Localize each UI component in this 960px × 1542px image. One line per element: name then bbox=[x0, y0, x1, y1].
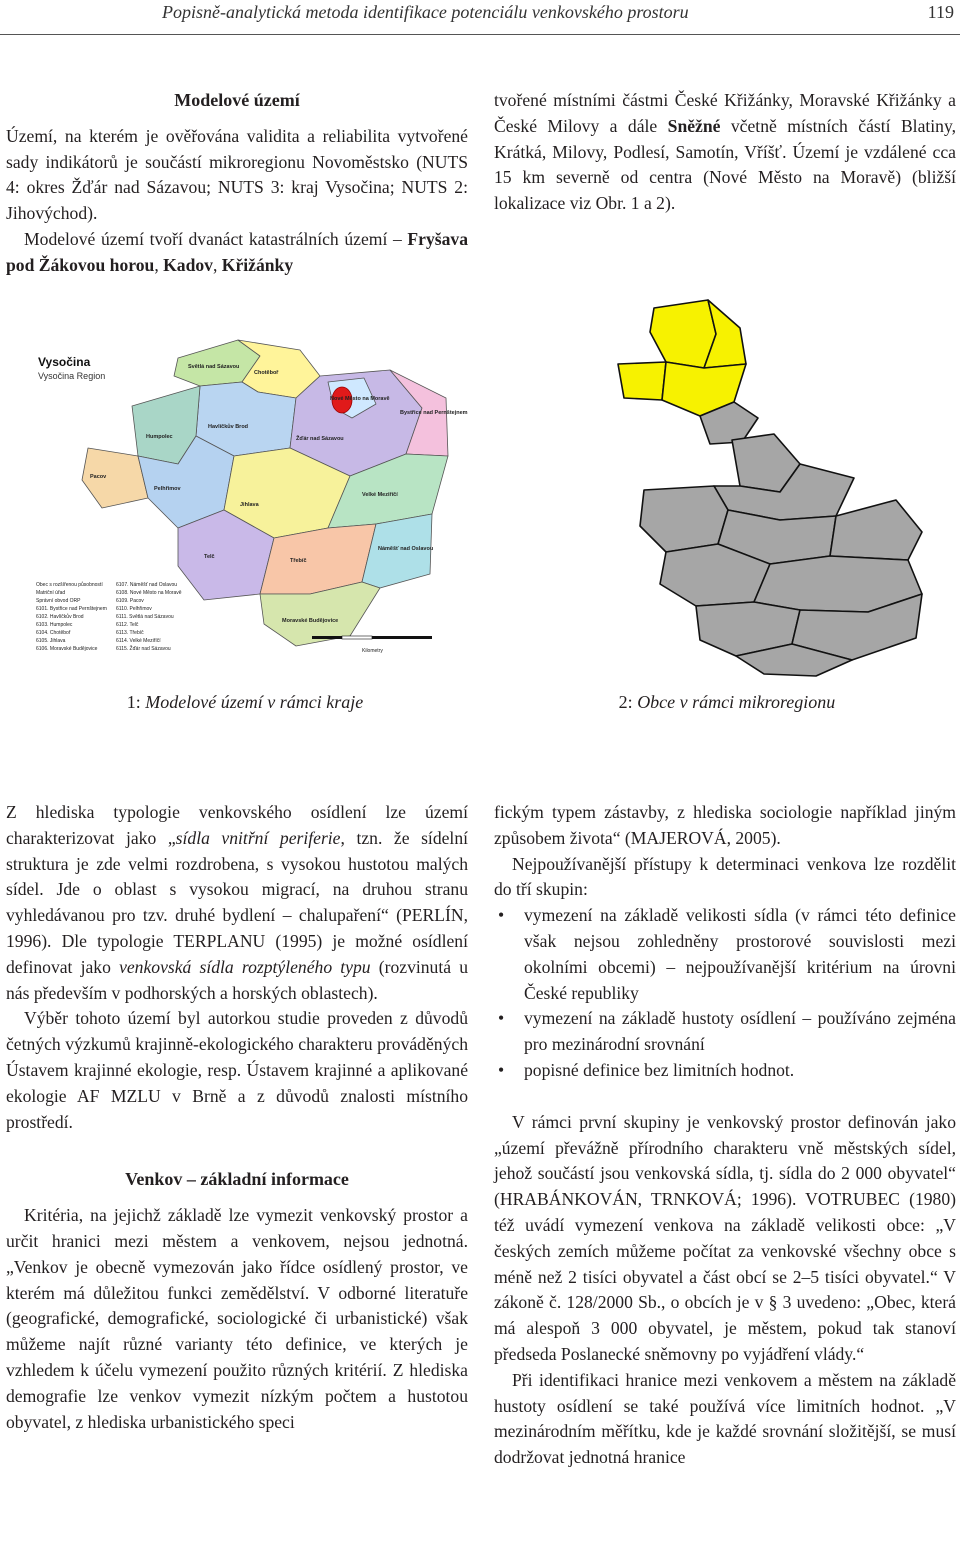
map-title: Vysočina bbox=[38, 355, 91, 369]
paragraph-criteria: Kritéria, na jejichž základě lze vymezit venkovský prostor a určit hranici mezi městem a venkovem, nejsou jednotná. „Venkov je obecně vymezován jako řídce osídlený prostor, ve kterém má důležitou funkci zemědělství. V odborné literatuře (geografické, demografické, sociologické či urbanistické) však můžeme najít různé varianty této definice, ve kterých je vzhledem k účelu vymezení použito různých kritérií. Z hlediska demografie lze venkov vymezit nízkým počtem a hustotou obyvatel, z hlediska urbanistického speci bbox=[6, 1205, 468, 1432]
intro-left-column bbox=[6, 88, 468, 279]
section-heading-model-area: Modelové území bbox=[174, 90, 300, 110]
list-item: • popisné definice bez limitních hodnot. bbox=[494, 1058, 956, 1084]
running-title: Popisně-analytická metoda identifikace potenciálu venkovského prostoru bbox=[162, 2, 689, 22]
svg-text:6109. Pacov: 6109. Pacov bbox=[116, 598, 144, 604]
district-label: Bystřice nad Pernštejnem bbox=[400, 410, 468, 416]
map-subtitle: Vysočina Region bbox=[38, 371, 106, 381]
district-label: Telč bbox=[204, 554, 215, 560]
svg-text:6106. Moravské Budějovice: 6106. Moravské Budějovice bbox=[36, 646, 98, 652]
district-label: Chotěboř bbox=[254, 370, 279, 376]
section-heading-countryside: Venkov – základní informace bbox=[125, 1169, 349, 1190]
map-legend bbox=[36, 581, 182, 652]
district-label: Havlíčkův Brod bbox=[208, 424, 249, 430]
svg-text:Kilometry: Kilometry bbox=[362, 648, 383, 654]
paragraph-first-group: V rámci první skupiny je venkovský prostor definován jako „území převážně přírodního charakteru vně městských sídel, jehož součástí jsou venkovská sídla, tj. sídla do 2 000 obyvatel“ (HRABÁNKOVÁN, TRNKOVÁ; 1996). VOTRUBEC (1980) též uvádí vymezení venkova na základě velikosti obce: „V českých zemích můžeme počítat za venkovské všechny obce s méně než 2 tisíci obyvatel a část obcí se 2–5 tisíci obyvatel.“ V zákoně č. 128/2000 Sb., o obcích je v § 3 uvedeno: „Obec, která má alespoň 3 000 obyvatel, je městem, pokud tak stanoví předseda Poslanecké sněmovny po vyjádření vlády.“ bbox=[494, 1111, 956, 1364]
paragraph-density: Při identifikaci hranice mezi venkovem a městem na základě hustoty osídlení se také používá více limitních hodnot. „V mezinárodním měřítku, kde je každé srovnání složitější, se musí dodržovat jednotná hranice bbox=[494, 1369, 956, 1468]
svg-text:Matriční úřad: Matriční úřad bbox=[36, 590, 66, 596]
svg-text:6102. Havlíčkův Brod: 6102. Havlíčkův Brod bbox=[36, 614, 84, 620]
svg-text:6114. Velké Meziříčí: 6114. Velké Meziříčí bbox=[116, 638, 161, 644]
district-label: Třebíč bbox=[290, 558, 307, 564]
svg-text:Obec s rozšířenou působností: Obec s rozšířenou působností bbox=[36, 582, 103, 588]
svg-text:6107. Náměšť nad Oslavou: 6107. Náměšť nad Oslavou bbox=[116, 582, 178, 588]
paragraph-area-selection: Výběr tohoto území byl autorkou studie proveden z důvodů četných výzkumů krajinně-ekologického charakteru prováděných Ústavem krajinné ekologie, resp. Ústavem krajinné a aplikované ekologie AF MZLU v Brně a z důvodů znalosti místního prostředí. bbox=[6, 1008, 468, 1132]
district-label: Světlá nad Sázavou bbox=[188, 364, 240, 370]
district-label: Pelhřimov bbox=[154, 486, 181, 492]
municipality-grey bbox=[640, 486, 728, 552]
figure-2-caption: 2: Obce v rámci mikroregionu bbox=[618, 692, 836, 712]
svg-text:6113. Třebíč: 6113. Třebíč bbox=[116, 630, 144, 636]
district-label: Moravské Budějovice bbox=[282, 618, 339, 624]
page-number: 119 bbox=[927, 2, 954, 22]
district-label: Nové Město na Moravě bbox=[330, 396, 390, 402]
municipality-yellow bbox=[618, 362, 666, 400]
district-label: Humpolec bbox=[146, 434, 173, 440]
svg-text:6110. Pelhřimov: 6110. Pelhřimov bbox=[116, 606, 152, 612]
map-scale-bar bbox=[312, 636, 432, 654]
svg-text:6112. Telč: 6112. Telč bbox=[116, 622, 139, 628]
list-item: • vymezení na základě velikosti sídla (v rámci této definice však nejsou zohledněny prostorové souvislosti mezi okolními obcemi) – nejpoužívanější kritérium na úrovni České republiky bbox=[494, 903, 956, 1006]
approaches-list bbox=[494, 903, 956, 1084]
svg-text:6103. Humpolec: 6103. Humpolec bbox=[36, 622, 73, 628]
svg-text:6111. Světlá nad Sázavou: 6111. Světlá nad Sázavou bbox=[116, 614, 174, 620]
paragraph-typology: Z hlediska typologie venkovského osídlení lze území charakterizovat jako „sídla vnitřní periferie, tzn. že sídelní struktura je zde velmi rozdrobena, s vysokou hustotou malých sídel. Jde o oblast s vysokou migrací, na druhou stranu vyhledávanou pro tzv. druhé bydlení – chalupaření“ (PERLÍN, 1996). Dle typologie TERPLANU (1995) je možné osídlení definovat jako venkovská sídla rozptýleného typu (rozvinutá u nás především v podhorských a horských oblastech). bbox=[6, 802, 468, 1003]
district-label: Náměšť nad Oslavou bbox=[378, 546, 434, 552]
figure-region-map bbox=[28, 338, 468, 660]
municipality-grey bbox=[830, 500, 922, 560]
figure-microregion-map bbox=[604, 294, 954, 678]
municipality-yellow bbox=[650, 300, 716, 368]
intro-right-column bbox=[494, 88, 956, 217]
intro-paragraph-1: Území, na kterém je ověřována validita a reliabilita vytvořené sady indikátorů je součástí mikroregionu Novoměstsko (NUTS 4: okres Žďár nad Sázavou; NUTS 3: kraj Vysočina; NUTS 2: Jihovýchod). bbox=[6, 125, 468, 224]
body-right-column bbox=[494, 800, 956, 1471]
svg-text:6108. Nové Město na Moravě: 6108. Nové Město na Moravě bbox=[116, 590, 182, 596]
svg-text:6115. Žďár nad Sázavou: 6115. Žďár nad Sázavou bbox=[116, 646, 171, 652]
list-item: • vymezení na základě hustoty osídlení – používáno zejména pro mezinárodní srovnání bbox=[494, 1006, 956, 1058]
page-header bbox=[0, 0, 960, 35]
paragraph-approaches: Nejpoužívanější přístupy k determinaci venkova lze rozdělit do tří skupin: bbox=[494, 853, 956, 900]
intro-paragraph-2-continued: tvořené místními částmi České Křižánky, Moravské Křižánky a České Milovy a dále Sněžné včetně místních částí Blatiny, Krátká, Milovy, Podlesí, Samotín, Vříšť. Území je vzdálené cca 15 km severně od centra (Nové Město na Moravě) (bližší lokalizace viz Obr. 1 a 2). bbox=[494, 90, 957, 214]
body-left-column bbox=[6, 800, 468, 1435]
district-label: Velké Meziříčí bbox=[362, 492, 398, 498]
svg-text:6104. Chotěboř: 6104. Chotěboř bbox=[36, 630, 71, 636]
district-label: Pacov bbox=[90, 474, 107, 480]
figure-1-caption: 1: Modelové území v rámci kraje bbox=[126, 692, 364, 712]
svg-text:Správní obvod ORP: Správní obvod ORP bbox=[36, 598, 81, 604]
intro-paragraph-2: Modelové území tvoří dvanáct katastrálních území – Fryšava pod Žákovou horou, Kadov, Křižánky bbox=[6, 228, 468, 275]
paragraph-continued: fickým typem zástavby, z hlediska sociologie například jiným způsobem života“ (MAJEROVÁ, 2005). bbox=[494, 802, 956, 848]
district-label: Žďár nad Sázavou bbox=[296, 436, 344, 442]
svg-text:6101. Bystřice nad Pernštejnem: 6101. Bystřice nad Pernštejnem bbox=[36, 606, 107, 612]
district-label: Jihlava bbox=[240, 502, 259, 508]
svg-text:6105. Jihlava: 6105. Jihlava bbox=[36, 638, 66, 644]
